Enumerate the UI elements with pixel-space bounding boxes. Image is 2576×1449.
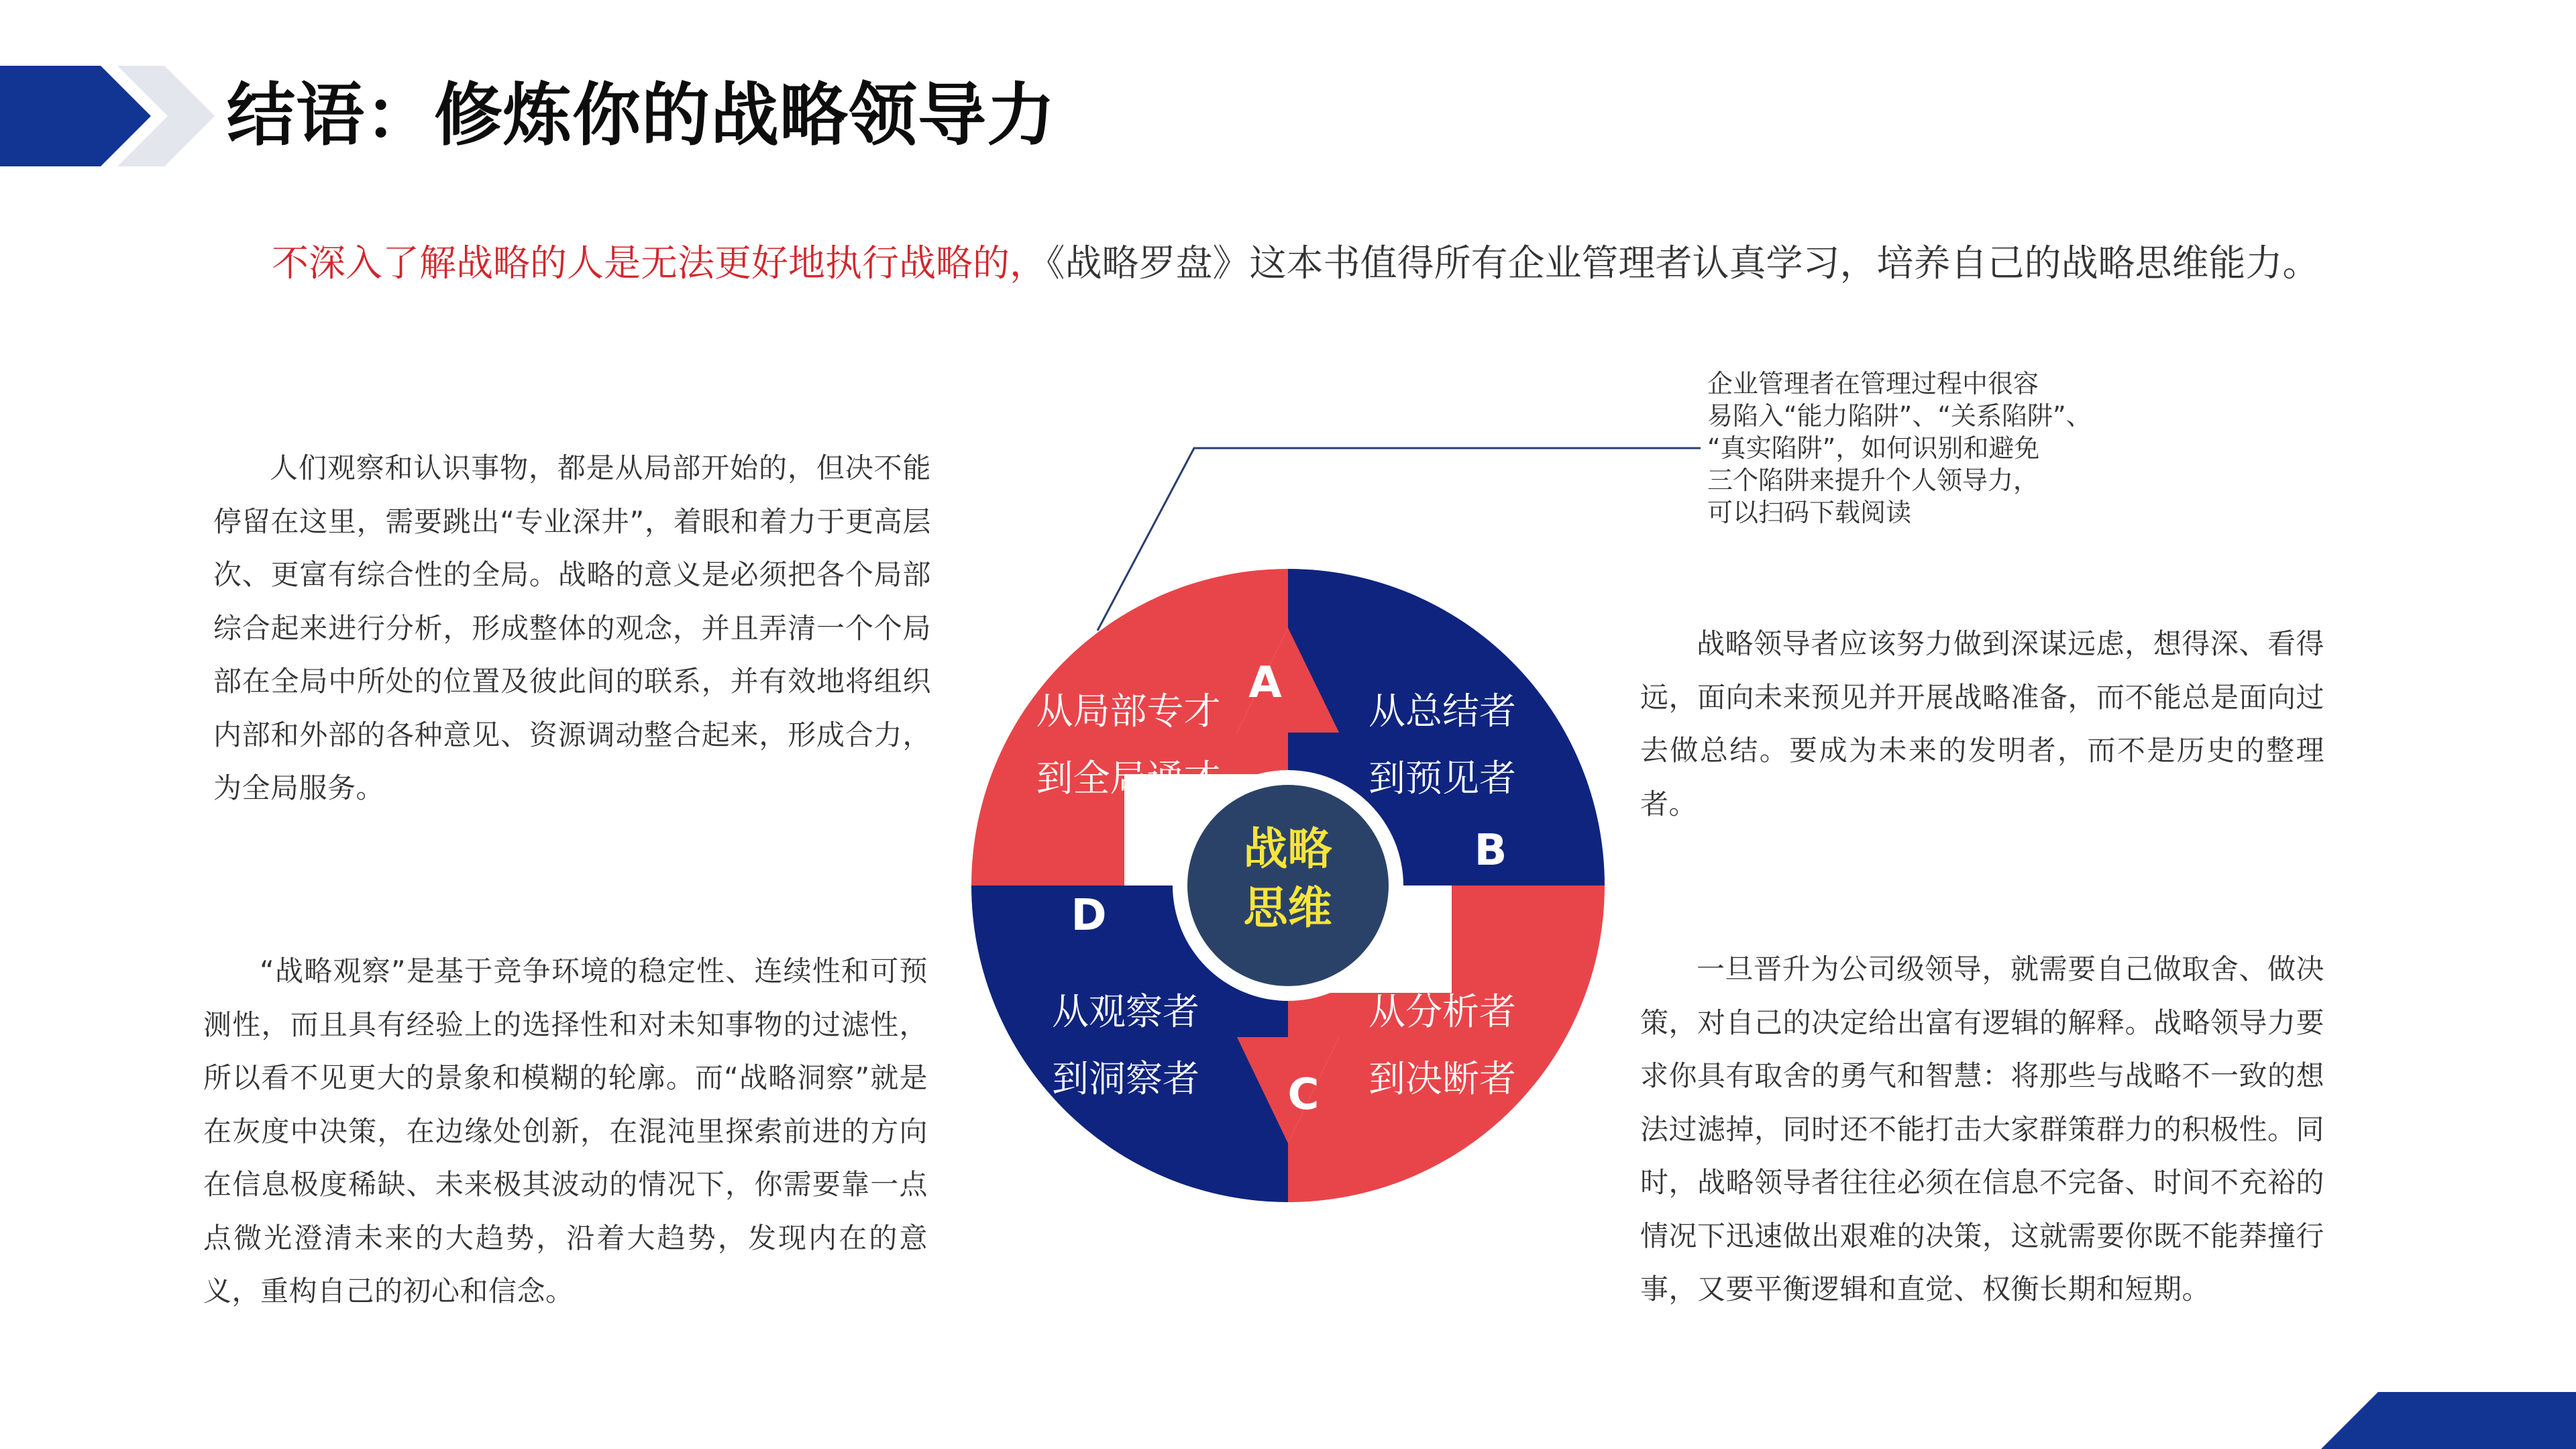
quadrant-b-line1: 从总结者 (1368, 690, 1516, 733)
callout-line: 可以扫码下载阅读 (1707, 498, 1912, 527)
quadrant-d-line2: 到洞察者 (1051, 1057, 1199, 1100)
callout-line: “真实陷阱”，如何识别和避免 (1707, 433, 2040, 463)
quadrant-d-label (1025, 978, 1226, 1112)
subtitle-highlight: 不深入了解战略的人是无法更好地执行战略的， (272, 241, 1047, 284)
callout-line: 易陷入“能力陷阱”、“关系陷阱”、 (1707, 401, 2092, 431)
quadrant-c-label (1342, 978, 1543, 1112)
center-label-line2: 思维 (1243, 882, 1332, 934)
quadrant-a-label (1028, 678, 1229, 812)
quadrant-a-line1: 从局部专才 (1036, 690, 1221, 733)
header-arrows-decoration (0, 66, 215, 166)
callout-line: 三个陷阱来提升个人领导力， (1707, 466, 2039, 495)
quadrant-c-letter: C (1287, 1070, 1320, 1120)
quadrant-b-line2: 到预见者 (1368, 757, 1516, 800)
quadrant-b-letter: B (1474, 826, 1507, 875)
quadrant-a-letter: A (1248, 658, 1282, 708)
paragraph-top-left: 人们观察和认识事物，都是从局部开始的，但决不能停留在这里，需要跳出“专业深井”，着眼和着力于更高层次、更富有综合性的全局。战略的意义是必须把各个局部综合起来进行分析，形成整体的观念，并且弄清一个个局部在全局中所处的位置及彼此间的联系，并有效地将组织内部和外部的各种意见、资源调动整合起来，形成合力，为全局服务。 (213, 451, 931, 804)
page-title: 结语：修炼你的战略领导力 (227, 76, 1056, 156)
paragraph-bottom-right: 一旦晋升为公司级领导，就需要自己做取舍、做决策，对自己的决定给出富有逻辑的解释。战略领导力要求你具有取舍的勇气和智慧：将那些与战略不一致的想法过滤掉，同时还不能打击大家群策群力的积极性。同时，战略领导者往往必须在信息不完备、时间不充裕的情况下迅速做出艰难的决策，这就需要你既不能莽撞行事，又要平衡逻辑和直觉、权衡长期和短期。 (1640, 953, 2325, 1305)
subtitle-text: 《战略罗盘》这本书值得所有企业管理者认真学习，培养自己的战略思维能力。 (1046, 241, 2320, 284)
callout-note (1707, 368, 2137, 529)
quadrant-a-line2: 到全局通才 (1036, 757, 1221, 800)
quadrant-b-label (1342, 678, 1543, 812)
callout-line: 企业管理者在管理过程中很容 (1707, 369, 2039, 398)
quadrant-c-line2: 到决断者 (1368, 1057, 1516, 1100)
subtitle (272, 236, 2320, 290)
paragraph-bottom-left: “战略观察”是基于竞争环境的稳定性、连续性和可预测性，而且具有经验上的选择性和对未知事物的过滤性，所以看不见更大的景象和模糊的轮廓。而“战略洞察”就是在灰度中决策，在边缘处创新，在混沌里探索前进的方向在信息极度稀缺、未来极其波动的情况下，你需要靠一点点微光澄清未来的大趋势，沿着大趋势，发现内在的意义，重构自己的初心和信念。 (203, 955, 928, 1307)
center-label (1185, 820, 1390, 938)
header-arrow-navy (0, 66, 151, 166)
center-label-line1: 战略 (1243, 823, 1332, 875)
quadrant-d-line1: 从观察者 (1051, 990, 1199, 1033)
quadrant-d-letter: D (1071, 891, 1107, 941)
footer-decoration (2321, 1392, 2576, 1449)
paragraph-top-right: 战略领导者应该努力做到深谋远虑，想得深、看得远，面向未来预见并开展战略准备，而不能总是面向过去做总结。要成为未来的发明者，而不是历史的整理者。 (1640, 627, 2325, 820)
quadrant-c-line1: 从分析者 (1368, 990, 1516, 1033)
